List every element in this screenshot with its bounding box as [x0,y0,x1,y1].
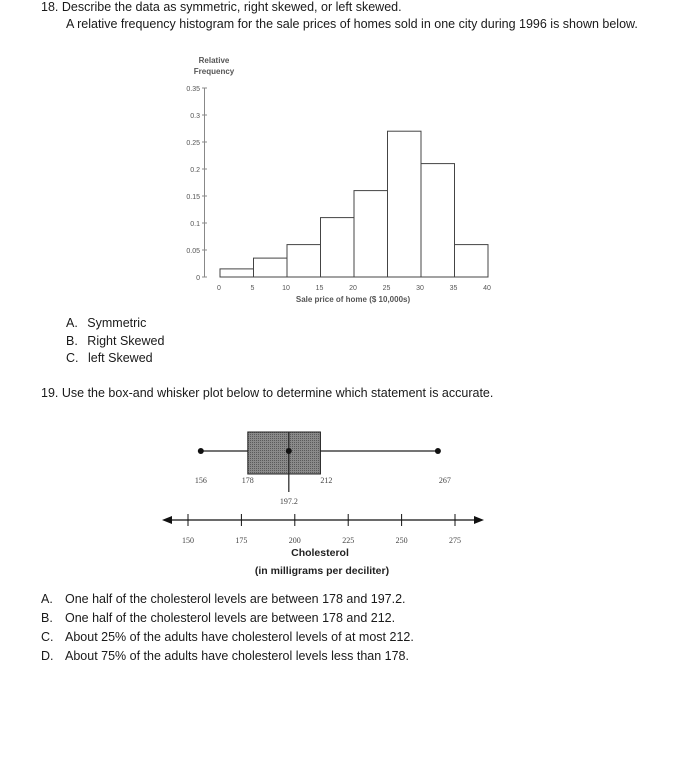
x-tick-label: 25 [382,285,391,292]
x-tick-label: 40 [483,285,491,292]
min-label: 156 [194,476,207,485]
option-letter: A. [41,592,53,606]
y-axis-title-line2: Frequency [193,67,235,76]
axis-left-arrow [162,516,172,524]
q3-label: 212 [320,476,333,485]
q18-number: 18. [41,0,59,14]
q19-option-b[interactable] [41,611,396,625]
option-text: One half of the cholesterol levels are between 178 and 212. [65,611,396,625]
y-tick-label: 0.2 [190,167,200,174]
x-tick-label: 15 [315,285,324,292]
x-tick-label: 20 [349,285,357,292]
x-axis-title: Sale price of home ($ 10,000s) [295,295,411,304]
y-axis-title-line1: Relative [198,56,230,65]
x-tick-label: 30 [416,285,424,292]
y-tick-label: 0.05 [186,248,200,255]
option-letter: A. [66,316,78,330]
q18-question: Describe the data as symmetric, right skewed, or left skewed. [61,0,402,14]
option-text: left Skewed [87,351,153,365]
option-letter: D. [41,649,54,663]
option-text: Right Skewed [87,334,165,348]
axis-subtitle: (in milligrams per deciliter) [254,565,390,577]
max-point [435,448,441,454]
q18-intro: A relative frequency histogram for the sale prices of homes sold in one city during 1996 is shown below. [66,17,638,31]
y-tick-label: 0.3 [190,113,200,120]
x-tick-label: 10 [282,285,290,292]
option-letter: B. [66,334,78,348]
q1-label: 178 [241,476,254,485]
axis-tick-label: 150 [182,536,194,545]
q19-option-a[interactable] [41,592,406,606]
q19-option-c[interactable] [41,630,414,644]
axis-right-arrow [474,516,484,524]
min-point [198,448,204,454]
y-tick-label: 0.15 [186,194,200,201]
y-tick-label: 0.35 [186,86,200,93]
q19-number: 19. [41,386,59,400]
axis-tick-label: 200 [288,536,301,545]
median-point [286,448,292,454]
x-tick-label: 35 [449,285,458,292]
axis-tick-label: 175 [235,536,248,545]
option-text: One half of the cholesterol levels are between 178 and 197.2. [65,592,406,606]
y-tick-label: 0.25 [186,140,200,147]
x-tick-label: 0 [217,285,221,292]
y-tick-label: 0 [196,275,200,282]
axis-tick-label: 275 [449,536,461,545]
q19-question: Use the box-and whisker plot below to determine which statement is accurate. [61,386,494,400]
box-iqr [248,432,321,474]
option-letter: C. [41,630,54,644]
axis-tick-label: 225 [342,536,355,545]
option-letter: C. [66,351,79,365]
axis-tick-label: 250 [395,536,408,545]
y-tick-label: 0.1 [190,221,200,228]
option-letter: B. [41,611,53,625]
option-text: About 25% of the adults have cholesterol levels of at most 212. [65,630,414,644]
axis-title: Cholesterol [291,547,349,559]
q19-option-d[interactable] [41,649,409,663]
x-tick-label: 5 [250,285,255,292]
option-text: About 75% of the adults have cholesterol levels less than 178. [65,649,409,663]
option-text: Symmetric [87,316,147,330]
median-label: 197.2 [279,497,298,506]
max-label: 267 [438,476,451,485]
